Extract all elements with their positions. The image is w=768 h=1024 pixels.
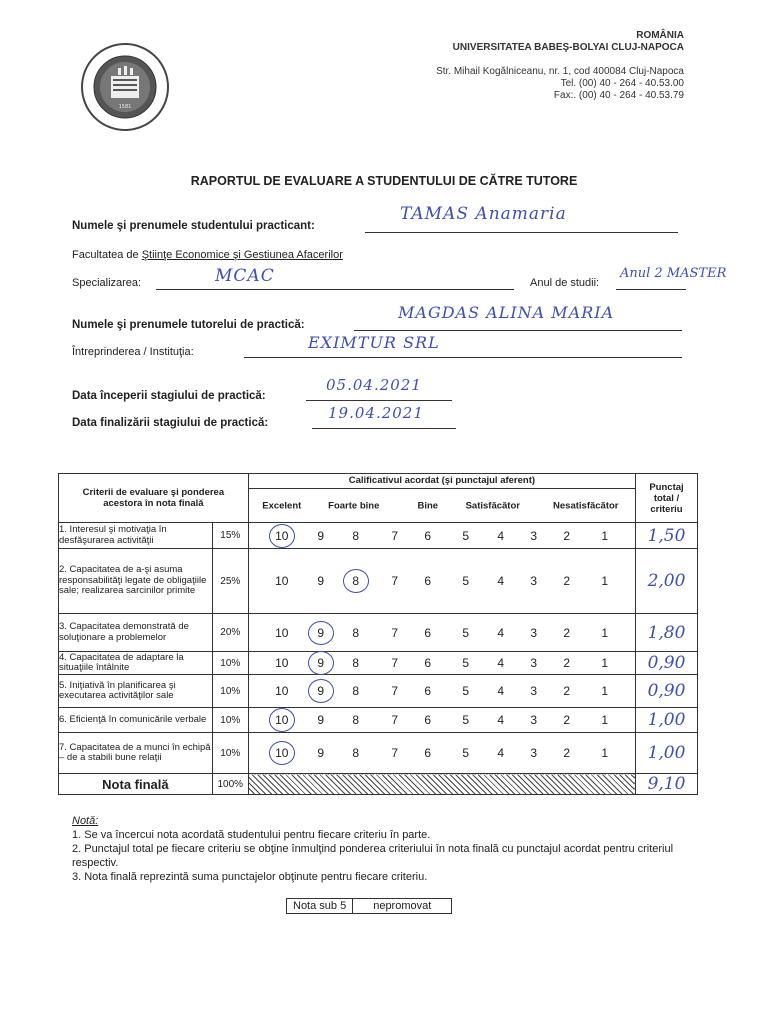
criterion-cell: 2. Capacitatea de a-şi asuma responsabilităţi legate de obligaţiile sale; realizarea sarcinilor primite (59, 549, 213, 614)
grade-level-bine: Bine (417, 500, 439, 511)
grade-value[interactable]: 3 (530, 574, 538, 588)
grade-cell (248, 523, 635, 549)
selected-grade-circle (269, 708, 295, 732)
grade-value[interactable]: 4 (497, 684, 505, 698)
notes (72, 814, 702, 884)
weight-cell: 15% (212, 523, 248, 549)
grade-value[interactable]: 1 (601, 656, 609, 670)
grade-value[interactable]: 5 (462, 656, 470, 670)
header-grade-title: Calificativul acordat (şi punctajul aferent) (249, 474, 635, 489)
grade-value[interactable]: 7 (391, 656, 399, 670)
note-item: 2. Punctajul total pe fiecare criteriu se obţine înmulţind ponderea criteriului în nota finală cu punctajul acordat pentru criteriul respectiv. (72, 843, 674, 869)
grade-cell (248, 614, 635, 652)
final-hatch (248, 774, 635, 795)
note-item: 1. Se va încercui nota acordată studentului pentru fiecare criteriu în parte. (72, 829, 431, 841)
header-country: ROMÂNIA (636, 30, 684, 41)
evaluation-table (58, 473, 698, 795)
grade-level-satisfacator: Satisfăcător (465, 500, 520, 511)
grade-value[interactable]: 1 (601, 625, 609, 640)
score-cell: 1,50 (636, 523, 698, 549)
table-row (59, 733, 698, 774)
grade-value[interactable]: 1 (601, 574, 609, 588)
criterion-cell: 1. Interesul şi motivaţia în desfăşurarea activităţii (59, 523, 213, 549)
grade-value[interactable]: 2 (563, 656, 571, 670)
grade-value[interactable]: 10 (275, 713, 289, 727)
weight-cell: 10% (212, 675, 248, 708)
grade-value[interactable]: 8 (352, 684, 360, 698)
grade-value[interactable]: 2 (563, 713, 571, 727)
selected-grade-circle (308, 651, 334, 675)
grade-value[interactable]: 9 (317, 713, 325, 727)
company-value: EXIMTUR SRL (308, 333, 440, 352)
header-address: Str. Mihail Kogălniceanu, nr. 1, cod 400084 Cluj-Napoca (436, 66, 684, 77)
grade-cell (248, 675, 635, 708)
header-score: Punctaj total / criteriu (636, 474, 698, 523)
faculty-label (72, 249, 343, 261)
grade-value[interactable]: 4 (497, 656, 505, 670)
grade-value[interactable]: 9 (317, 574, 325, 588)
grade-value[interactable]: 4 (497, 746, 505, 760)
grade-value[interactable]: 1 (601, 684, 609, 698)
grade-value[interactable]: 2 (563, 625, 571, 640)
grade-value[interactable]: 4 (497, 713, 505, 727)
student-value: TAMAS Anamaria (400, 204, 567, 224)
header-grade (248, 474, 635, 523)
grade-value[interactable]: 10 (275, 656, 289, 670)
grade-value[interactable]: 6 (424, 574, 432, 588)
table-row (59, 675, 698, 708)
grade-value[interactable]: 1 (601, 528, 609, 543)
tutor-label: Numele şi prenumele tutorelui de practică: (72, 319, 305, 331)
weight-cell: 10% (212, 733, 248, 774)
criterion-cell: 6. Eficienţă în comunicările verbale (59, 708, 213, 733)
grade-value[interactable]: 10 (275, 684, 289, 698)
criterion-cell: 5. Iniţiativă în planificarea şi executarea activităţilor sale (59, 675, 213, 708)
selected-grade-circle (308, 621, 334, 645)
grade-value[interactable]: 9 (317, 528, 325, 543)
year-value: Anul 2 MASTER (620, 266, 727, 281)
grade-value[interactable]: 1 (601, 746, 609, 760)
note-item: 3. Nota finală reprezintă suma punctajelor obţinute pentru fiecare criteriu. (72, 871, 428, 883)
faculty-value: Ştiinţe Economice şi Gestiunea Afacerilor (141, 249, 343, 261)
pass-threshold-box (286, 898, 452, 914)
grade-value[interactable]: 6 (424, 713, 432, 727)
grade-level-excelent: Excelent (262, 500, 302, 511)
grade-value[interactable]: 10 (275, 746, 289, 760)
grade-value[interactable]: 3 (530, 713, 538, 727)
grade-value[interactable]: 5 (462, 574, 470, 588)
specialization-value: MCAC (215, 266, 275, 286)
grade-value[interactable]: 8 (352, 713, 360, 727)
tutor-value: MAGDAS ALINA MARIA (398, 303, 615, 322)
grade-value[interactable]: 3 (530, 746, 538, 760)
student-label: Numele şi prenumele studentului practicant: (72, 220, 315, 232)
table-row (59, 614, 698, 652)
year-label: Anul de studii: (530, 277, 600, 289)
weight-cell: 25% (212, 549, 248, 614)
weight-cell: 10% (212, 708, 248, 733)
grade-value[interactable]: 10 (275, 574, 289, 588)
grade-value[interactable]: 5 (462, 746, 470, 760)
final-label: Nota finală (59, 774, 213, 795)
grade-cell (248, 652, 635, 675)
faculty-prefix: Facultatea de (72, 249, 139, 261)
grade-level-nesatisfacator: Nesatisfăcător (553, 500, 619, 511)
header-fax: Fax:. (00) 40 - 264 - 40.53.79 (553, 90, 684, 101)
score-cell: 0,90 (636, 652, 698, 675)
grade-value[interactable]: 6 (424, 625, 432, 640)
grade-value[interactable]: 1 (601, 713, 609, 727)
header-university: UNIVERSITATEA BABEŞ-BOLYAI CLUJ-NAPOCA (452, 42, 684, 53)
svg-text:1581: 1581 (118, 104, 132, 110)
grade-value[interactable]: 5 (462, 528, 470, 543)
start-date-label: Data începerii stagiului de practică: (72, 390, 266, 402)
grade-value[interactable]: 9 (317, 746, 325, 760)
grade-value[interactable]: 7 (391, 746, 399, 760)
criterion-cell: 4. Capacitatea de adaptare la situaţiile întâlnite (59, 652, 213, 675)
table-row (59, 652, 698, 675)
grade-value[interactable]: 4 (497, 528, 505, 543)
pass-threshold-label: Nota sub 5 (287, 899, 353, 914)
grade-value[interactable]: 6 (424, 746, 432, 760)
grade-value[interactable]: 7 (391, 684, 399, 698)
selected-grade-circle (343, 569, 369, 593)
grade-value[interactable]: 4 (497, 625, 505, 640)
grade-value[interactable]: 8 (352, 574, 360, 588)
table-row (59, 708, 698, 733)
specialization-underline (156, 289, 514, 290)
grade-value[interactable]: 2 (563, 684, 571, 698)
score-cell: 1,00 (636, 708, 698, 733)
grade-value[interactable]: 8 (352, 528, 360, 543)
grade-value[interactable]: 5 (462, 713, 470, 727)
start-date-underline (306, 400, 452, 401)
grade-value[interactable]: 3 (530, 625, 538, 640)
end-date-underline (312, 428, 456, 429)
selected-grade-circle (308, 679, 334, 703)
grade-value[interactable]: 3 (530, 656, 538, 670)
grade-value[interactable]: 2 (563, 528, 571, 543)
specialization-label: Specializarea: (72, 277, 142, 289)
header-criteria: Criterii de evaluare şi ponderea acestora în nota finală (59, 474, 249, 523)
grade-value[interactable]: 6 (424, 528, 432, 543)
table-row (59, 523, 698, 549)
grade-value[interactable]: 9 (317, 684, 325, 698)
grade-value[interactable]: 8 (352, 746, 360, 760)
selected-grade-circle (269, 524, 295, 548)
score-cell: 0,90 (636, 675, 698, 708)
score-cell: 1,00 (636, 733, 698, 774)
grade-value[interactable]: 10 (275, 625, 289, 640)
weight-cell: 10% (212, 652, 248, 675)
grade-value[interactable]: 2 (563, 746, 571, 760)
score-cell: 1,80 (636, 614, 698, 652)
grade-value[interactable]: 10 (275, 528, 289, 543)
pass-threshold-value: nepromovat (353, 899, 452, 914)
grade-cell (248, 733, 635, 774)
grade-value[interactable]: 6 (424, 656, 432, 670)
grade-level-foarte-bine: Foarte bine (328, 500, 380, 511)
grade-value[interactable]: 8 (352, 625, 360, 640)
company-label: Întreprinderea / Instituţia: (72, 346, 194, 358)
grade-value[interactable]: 9 (317, 625, 325, 640)
grade-value[interactable]: 5 (462, 684, 470, 698)
grade-value[interactable]: 5 (462, 625, 470, 640)
weight-cell: 20% (212, 614, 248, 652)
table-row (59, 549, 698, 614)
grade-value[interactable]: 6 (424, 684, 432, 698)
end-date-label: Data finalizării stagiului de practică: (72, 417, 269, 429)
company-underline (244, 357, 682, 358)
notes-title: Notă: (72, 815, 99, 827)
end-date-value: 19.04.2021 (328, 404, 424, 422)
grade-value[interactable]: 3 (530, 684, 538, 698)
grade-value[interactable]: 3 (530, 528, 538, 543)
tutor-underline (354, 330, 682, 331)
final-score: 9,10 (636, 774, 698, 795)
grade-value[interactable]: 4 (497, 574, 505, 588)
grade-value[interactable]: 9 (317, 656, 325, 670)
grade-value[interactable]: 7 (391, 713, 399, 727)
university-seal-logo (80, 42, 170, 132)
page-title: RAPORTUL DE EVALUARE A STUDENTULUI DE CĂTRE TUTORE (190, 174, 578, 188)
selected-grade-circle (269, 741, 295, 765)
final-weight: 100% (212, 774, 248, 795)
grade-value[interactable]: 2 (563, 574, 571, 588)
header-tel: Tel. (00) 40 - 264 - 40.53.00 (560, 78, 684, 89)
grade-cell (248, 549, 635, 614)
grade-value[interactable]: 7 (391, 528, 399, 543)
score-cell: 2,00 (636, 549, 698, 614)
grade-value[interactable]: 8 (352, 656, 360, 670)
grade-levels (249, 489, 635, 522)
start-date-value: 05.04.2021 (326, 376, 422, 394)
student-underline (365, 232, 678, 233)
grade-value[interactable]: 7 (391, 574, 399, 588)
criterion-cell: 7. Capacitatea de a munci în echipă – de a stabili bune relaţii (59, 733, 213, 774)
grade-value[interactable]: 7 (391, 625, 399, 640)
year-underline (616, 289, 686, 290)
criterion-cell: 3. Capacitatea demonstrată de soluţionare a problemelor (59, 614, 213, 652)
grade-cell (248, 708, 635, 733)
